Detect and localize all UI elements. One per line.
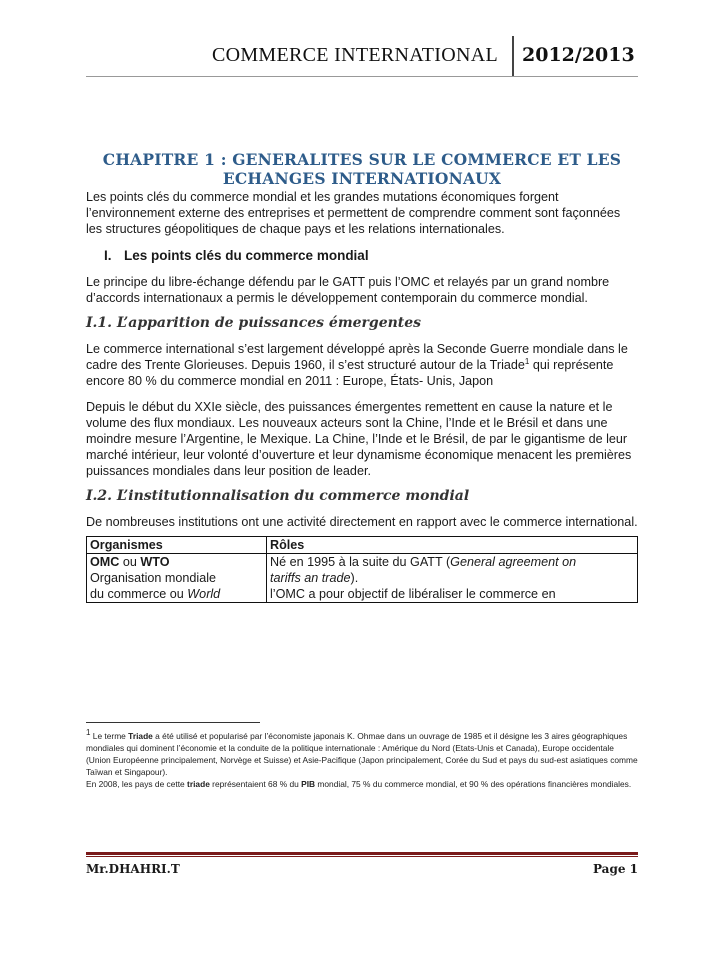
fn-text-b: a été utilisé et popularisé par l’économiste japonais K. Ohmae dans un ouvrage de 1985 et il désigne les 3 aires géographiques mondiales qui dominent l’économie et la conduite de la politique internationale : Amérique du Nord (Etats-Unis et Canada), Europe occidentale (Union Européenne principalement, Norvège et Suisse) et Asie-Pacifique (Japon principalement, Corée du Sud et pays du sud-est asiatiques comme Taïwan et Singapour). (86, 731, 638, 777)
subsection-1-paragraph-2: Depuis le début du XXIe siècle, des puissances émergentes remettent en cause la nature et le volume des flux mondiaux. Les nouveaux acteurs sont la Chine, l’Inde et le Brésil et dans une moindre mesure l’Argentine, le Mexique. La Chine, l’Inde et le Brésil, de par le gigantisme de leur marché intérieur, leur volonté d’ouverture et leur dynamisme économique menacent les premières puissances mondiales dans leur position de leader. (86, 400, 632, 478)
fn2-text-b: représentaient 68 % du (209, 779, 302, 789)
role-line2-italic: tariffs an trade (270, 571, 351, 585)
footer-author: Mr.DHAHRI.T (86, 862, 180, 876)
page-header (0, 36, 720, 76)
subsection-heading-2: I.2. L’institutionnalisation du commerce mondial (86, 488, 470, 504)
footnote-paragraph-1 (86, 730, 638, 778)
fn2-text-c: mondial, 75 % du commerce mondial, et 90 % des opérations financières mondiales. (315, 779, 632, 789)
subsection-2-paragraph-1: De nombreuses institutions ont une activité directement en rapport avec le commerce international. (86, 515, 638, 529)
page-content (86, 150, 638, 603)
org-wto: WTO (140, 555, 170, 569)
chapter-title (86, 150, 638, 188)
chapter-title-line1: CHAPITRE 1 : GENERALITES SUR LE COMMERCE ET LES (102, 150, 622, 169)
header-year: 2012/2013 (522, 44, 635, 66)
footnote-ref[interactable]: 1 (524, 356, 530, 366)
section-paragraph: Le principe du libre-échange défendu par le GATT puis l’OMC et relayés par un grand nombre d’accords internationaux a permis le développement contemporain du commerce mondial. (86, 275, 610, 305)
org-omc: OMC (90, 555, 120, 569)
section-title: Les points clés du commerce mondial (124, 248, 369, 263)
footer-page-number: Page 1 (592, 862, 638, 876)
fn2-pib: PIB (301, 779, 316, 789)
intro-paragraph: Les points clés du commerce mondial et les grandes mutations économiques forgent l’environnement externe des entreprises et permettent de comprendre comment sont façonnées les structures géopolitiques de chaque pays et les relations internationales. (86, 190, 621, 236)
fn2-triade: triade (187, 779, 210, 789)
table-row (87, 554, 638, 603)
fn2-text-a: En 2008, les pays de cette (86, 779, 188, 789)
header-separator (512, 36, 514, 76)
table-cell-role (267, 554, 638, 603)
org-line3-italic: World (187, 587, 221, 601)
fn-text-a: Le terme (90, 731, 129, 741)
header-title: COMMERCE INTERNATIONAL (211, 44, 498, 66)
fn-triade: Triade (128, 731, 153, 741)
organisms-table (86, 536, 638, 603)
table-header-organismes: Organismes (87, 537, 267, 554)
section-number: I. (104, 248, 112, 263)
org-line3: du commerce ou (90, 587, 188, 601)
role-line2: ). (350, 571, 359, 585)
footnote-mark: 1 (86, 728, 91, 738)
footnote-separator (86, 722, 260, 723)
footnote-paragraph-2 (86, 778, 638, 790)
table-header-roles: Rôles (267, 537, 638, 554)
p1-text-before: Le commerce international s’est largement développé après la Seconde Guerre mondiale dans le cadre des Trente Glorieuses. Depuis 1960, il s’est structuré autour de la Triade (86, 342, 628, 372)
p1-text-after: qui représente encore 80 % du commerce mondial en 2011 : Europe, États- Unis, Japon (86, 358, 614, 388)
org-line2: Organisation mondiale (90, 571, 217, 585)
role-line1-italic: General agreement on (450, 555, 577, 569)
footnote (86, 730, 638, 790)
role-line3: l’OMC a pour objectif de libéraliser le commerce en (270, 587, 556, 601)
subsection-1-paragraph-1 (86, 341, 638, 389)
footer-rule-thin (86, 856, 638, 857)
role-line1: Né en 1995 à la suite du GATT ( (270, 555, 451, 569)
table-cell-organisme (87, 554, 267, 603)
org-ou: ou (119, 555, 141, 569)
header-rule (86, 76, 638, 77)
section-heading (86, 247, 638, 265)
footer-rule-thick (86, 852, 638, 855)
table-header-row (87, 537, 638, 554)
chapter-title-line2: ECHANGES INTERNATIONAUX (222, 169, 502, 188)
subsection-heading-1: I.1. L’apparition de puissances émergentes (86, 315, 422, 331)
